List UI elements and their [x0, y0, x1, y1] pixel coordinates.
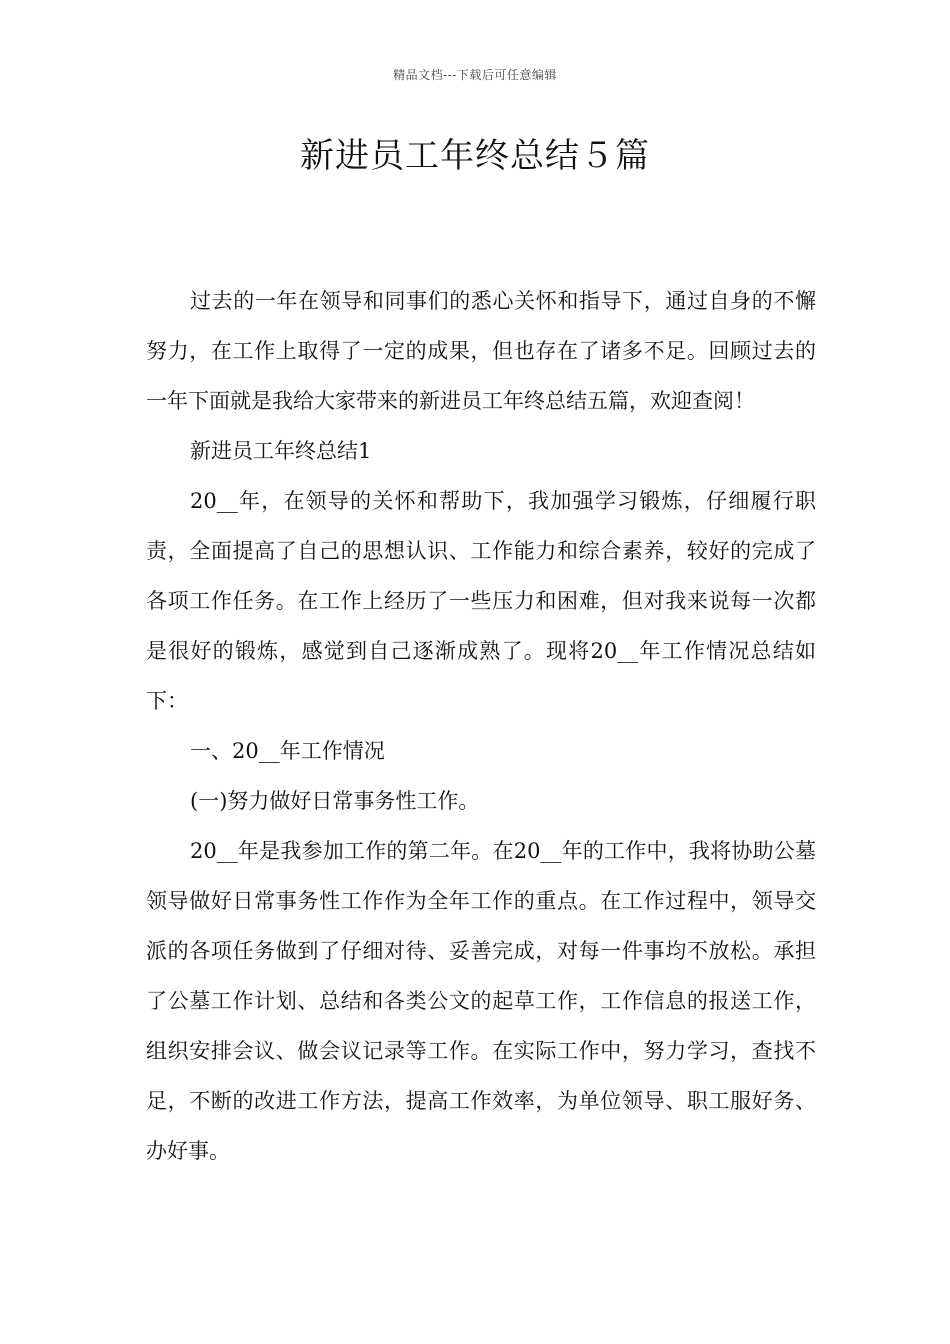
document-title: 新进员工年终总结５篇 — [300, 136, 650, 176]
section-heading: 新进员工年终总结1 — [190, 439, 372, 463]
document-body — [146, 276, 816, 1176]
body-paragraph: 20__年，在领导的关怀和帮助下，我加强学习锻炼，仔细履行职责，全面提高了自己的思想认识、工作能力和综合素养，较好的完成了各项工作任务。在工作上经历了一些压力和困难，但对我来说每一次都是很好的锻炼，感觉到自己逐渐成熟了。现将20__年工作情况总结如下： — [146, 489, 816, 713]
intro-paragraph: 过去的一年在领导和同事们的悉心关怀和指导下，通过自身的不懈努力，在工作上取得了一定的成果，但也存在了诸多不足。回顾过去的一年下面就是我给大家带来的新进员工年终总结五篇，欢迎查阅！ — [146, 289, 816, 413]
header-note: 精品文档---下载后可任意编辑 — [393, 68, 557, 82]
item-heading: (一)努力做好日常事务性工作。 — [190, 789, 480, 813]
body-paragraph: 20__年是我参加工作的第二年。在20__年的工作中，我将协助公墓领导做好日常事务性工作作为全年工作的重点。在工作过程中，领导交派的各项任务做到了仔细对待、妥善完成，对每一件事均不放松。承担了公墓工作计划、总结和各类公文的起草工作，工作信息的报送工作，组织安排会议、做会议记录等工作。在实际工作中，努力学习，查找不足，不断的改进工作方法，提高工作效率，为单位领导、职工服好务、办好事。 — [146, 839, 816, 1163]
subsection-heading: 一、20__年工作情况 — [190, 739, 385, 763]
